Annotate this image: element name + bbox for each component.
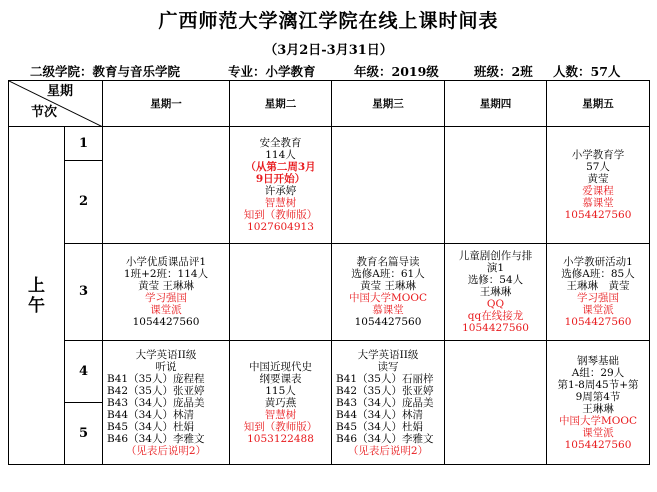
course-platform: 知到（教师版） [243,420,318,433]
course-name: 听说 [155,360,177,373]
course-id: 1054427560 [564,438,632,451]
period-number: 5 [65,403,103,465]
course-teacher: 黄莹 王琳琳 [138,280,194,292]
course-note: 9日开始） [255,173,306,185]
day-header-thu: 星期四 [445,81,547,127]
timetable [8,80,650,465]
period-axis-label: 节次 [31,105,58,120]
section-row: B46（34人）李雅文 [107,432,205,445]
section-row: B43（34人）庞晶美 [107,396,205,409]
class-info [0,60,657,80]
course-platform: 爱课程 [582,185,614,197]
course-teacher: 王琳琳 [582,402,614,415]
course-id: 1027604913 [247,221,314,233]
course-teacher: 黄巧燕 [264,396,297,409]
course-name: 儿童剧创作与排 [458,250,533,262]
period-number: 4 [65,341,103,403]
course-id: 1053122488 [247,432,314,445]
course-cell-mon-3 [103,244,230,341]
course-cell-tue-45 [230,341,332,465]
section-row: B41（35人）石丽梓 [336,372,434,385]
course-platform: 知到（教师版） [243,209,318,221]
period-row-3 [9,244,650,341]
course-name: 小学教育学 [571,149,625,161]
course-name: 安全教育 [259,137,302,149]
course-note: （见表后说明2） [125,444,207,457]
course-name: 纲要课表 [259,372,302,385]
course-teacher: 王琳琳 黄莹 [566,280,630,292]
course-headcount: 选修A班：61人 [351,268,425,280]
day-header-wed: 星期三 [332,81,445,127]
period-row-1 [9,127,650,161]
course-cell-mon-45 [103,341,230,465]
corner-cell [9,81,103,127]
course-platform: 课堂派 [582,426,614,439]
day-header-mon: 星期一 [103,81,230,127]
course-id: 1054427560 [564,209,632,221]
course-platform: 课堂派 [150,304,182,316]
course-cell-tue-3 [230,244,332,341]
course-platform: 智慧树 [264,408,297,421]
course-cell-fri-3 [547,244,650,341]
course-cell-wed-45 [332,341,445,465]
course-headcount: 选修：54人 [467,274,524,286]
course-platform: 慕课堂 [372,304,404,316]
period-number: 2 [65,161,103,244]
half-day-label [9,127,65,465]
weekday-axis-label: 星期 [47,84,74,99]
course-name: 大学英语II级 [135,348,197,361]
section-row: B44（34人）林清 [107,408,194,421]
course-name: 大学英语II级 [357,348,419,361]
day-header-tue: 星期二 [230,81,332,127]
course-note: （从第二周3月 [245,161,316,173]
course-name: 演1 [486,262,505,274]
grade-label: 年级：2019级 [354,64,439,79]
course-platform: qq在线接龙 [467,310,524,322]
section-row: B41（35人）庞程程 [107,372,205,385]
course-cell-thu-45 [445,341,547,465]
course-headcount: 选修A班：85人 [561,268,635,280]
course-id: 1054427560 [462,322,529,334]
course-platform: 学习强国 [577,292,619,304]
date-range: （3月2日-3月31日） [264,43,393,58]
course-note: （见表后说明2） [347,444,429,457]
course-name: 教育名篇导读 [356,256,420,268]
course-name: 小学教研活动1 [563,256,633,268]
section-row: B43（34人）庞晶美 [336,396,434,409]
section-row: B42（35人）张亚婷 [336,384,434,397]
class-label: 班级：2班 [474,64,533,79]
course-teacher: 王琳琳 [479,286,512,298]
course-platform: 学习强国 [145,292,187,304]
course-platform: QQ [486,298,505,310]
course-name: 钢琴基础 [577,354,619,367]
period-number: 3 [65,244,103,341]
course-cell-mon-12 [103,127,230,244]
course-id: 1054427560 [132,316,200,328]
period-number: 1 [65,127,103,161]
course-cell-fri-12 [547,127,650,244]
page-title: 广西师范大学漓江学院在线上课时间表 [158,10,499,32]
course-platform: 中国大学MOOC [348,292,427,304]
course-cell-thu-3 [445,244,547,341]
course-cell-thu-12 [445,127,547,244]
course-schedule: 第1-8周45节+第 [557,378,639,391]
major-label: 专业：小学教育 [228,64,316,79]
course-schedule: 9周第4节 [575,390,621,403]
course-cell-wed-12 [332,127,445,244]
course-headcount: 115人 [265,384,296,397]
course-name: 中国近现代史 [249,360,312,373]
course-id: 1054427560 [564,316,632,328]
section-row: B45（34人）杜娟 [107,420,194,433]
section-row: B42（35人）张亚婷 [107,384,205,397]
course-cell-fri-45 [547,341,650,465]
course-id: 1054427560 [354,316,422,328]
college-label: 二级学院：教育与音乐学院 [30,64,181,79]
section-row: B46（34人）李雅文 [336,432,434,445]
period-row-4 [9,341,650,403]
course-platform: 中国大学MOOC [558,414,637,427]
course-teacher: 黄莹 [587,173,609,185]
course-name: 读写 [377,360,399,373]
headcount-label: 人数：57人 [553,64,621,79]
course-teacher: 许承婷 [264,185,297,197]
course-platform: 智慧树 [264,197,297,209]
course-headcount: 114人 [265,149,296,161]
section-row: B45（34人）杜娟 [336,420,423,433]
half-day-text: 上午 [28,275,45,316]
course-platform: 慕课堂 [582,197,614,209]
course-cell-wed-3 [332,244,445,341]
course-cell-tue-12 [230,127,332,244]
day-header-fri: 星期五 [547,81,650,127]
section-row: B44（34人）林清 [336,408,423,421]
course-teacher: 黄莹 王琳琳 [360,280,416,292]
course-headcount: 57人 [586,161,610,173]
header-row [9,81,650,127]
course-name: 小学优质课品评1 [125,256,207,268]
course-headcount: 1班+2班：114人 [123,268,209,280]
course-platform: 课堂派 [582,304,614,316]
course-headcount: A组：29人 [571,366,625,379]
